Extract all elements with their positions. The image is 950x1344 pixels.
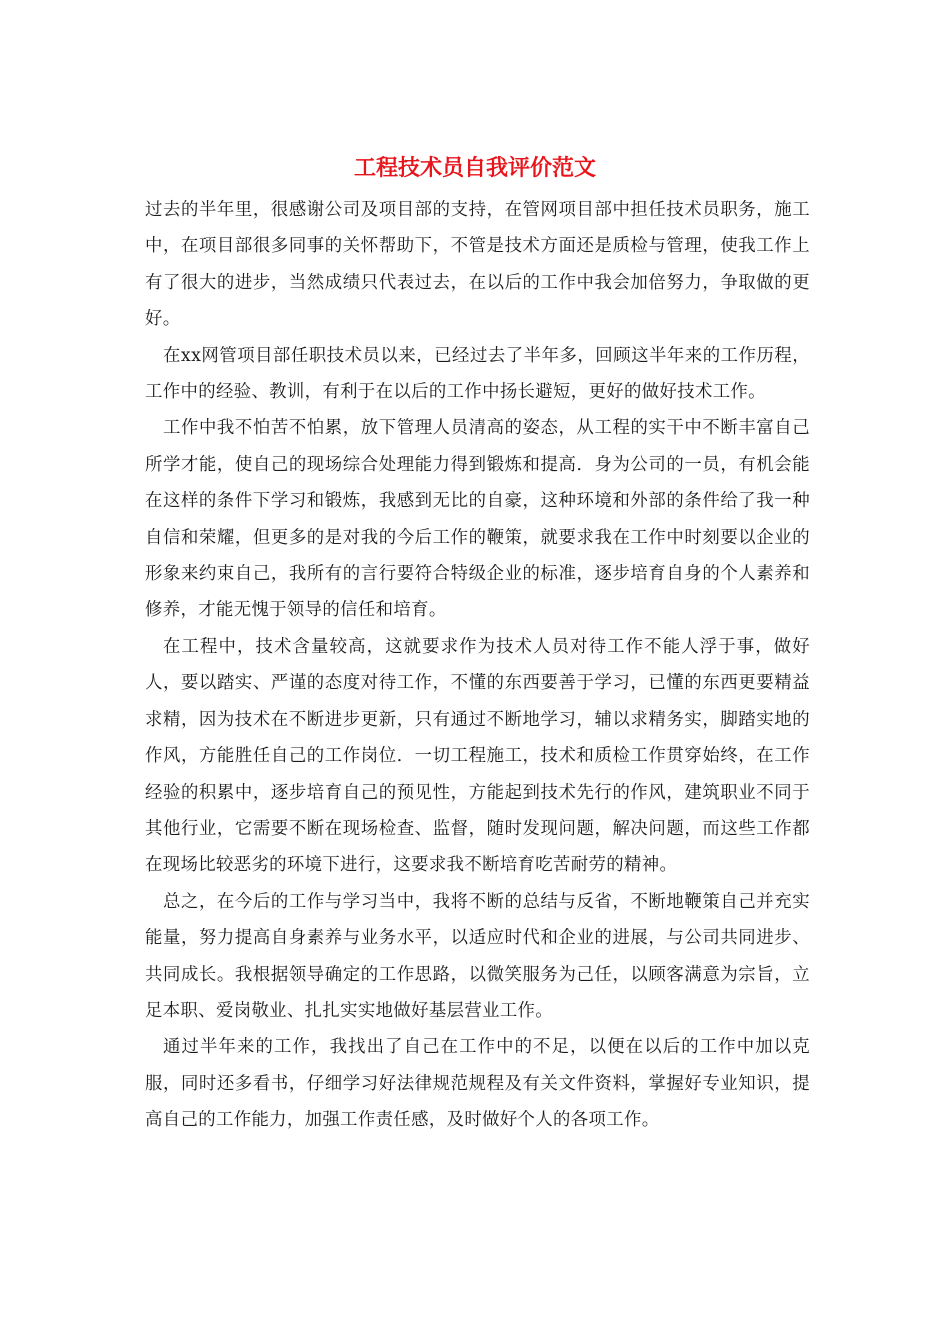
paragraph-intro: 过去的半年里，很感谢公司及项目部的支持，在管网项目部中担任技术员职务，施工中，在项目部很多同事的关怀帮助下，不管是技术方面还是质检与管理，使我工作上有了很大的进步，当然成绩只代表过去，在以后的工作中我会加倍努力，争取做的更好。 — [145, 200, 810, 330]
paragraph-tenure: 在xx网管项目部任职技术员以来，已经过去了半年多，回顾这半年来的工作历程，工作中的经验、教训，有利于在以后的工作中扬长避短，更好的做好技术工作。 — [145, 345, 810, 403]
paragraph-improvement: 通过半年来的工作，我找出了自己在工作中的不足，以便在以后的工作中加以克服，同时还多看书，仔细学习好法律规范规程及有关文件资料，掌握好专业知识，提高自己的工作能力，加强工作责任感，及时做好个人的各项工作。 — [145, 1037, 810, 1131]
document-body — [145, 192, 810, 1139]
paragraph-work-attitude: 工作中我不怕苦不怕累，放下管理人员清高的姿态，从工程的实干中不断丰富自己所学才能，使自己的现场综合处理能力得到锻炼和提高．身为公司的一员，有机会能在这样的条件下学习和锻炼，我感到无比的自豪，这种环境和外部的条件给了我一种自信和荣耀，但更多的是对我的今后工作的鞭策，就要求我在工作中时刻要以企业的形象来约束自己，我所有的言行要符合特级企业的标准，逐步培育自身的个人素养和修养，才能无愧于领导的信任和培育。 — [145, 418, 810, 621]
document-title: 工程技术员自我评价范文 — [353, 155, 596, 181]
paragraph-technical-work: 在工程中，技术含量较高，这就要求作为技术人员对待工作不能人浮于事，做好人，要以踏实、严谨的态度对待工作，不懂的东西要善于学习，已懂的东西更要精益求精，因为技术在不断进步更新，只有通过不断地学习，辅以求精务实，脚踏实地的作风，方能胜任自己的工作岗位．一切工程施工，技术和质检工作贯穿始终，在工作经验的积累中，逐步培育自己的预见性，方能起到技术先行的作风，建筑职业不同于其他行业，它需要不断在现场检查、监督，随时发现问题，解决问题，而这些工作都在现场比较恶劣的环境下进行，这要求我不断培育吃苦耐劳的精神。 — [145, 636, 810, 876]
paragraph-summary: 总之，在今后的工作与学习当中，我将不断的总结与反省，不断地鞭策自己并充实能量，努力提高自身素养与业务水平，以适应时代和企业的进展，与公司共同进步、共同成长。我根据领导确定的工作思路，以微笑服务为己任，以顾客满意为宗旨，立足本职、爱岗敬业、扎扎实实地做好基层营业工作。 — [145, 891, 810, 1021]
